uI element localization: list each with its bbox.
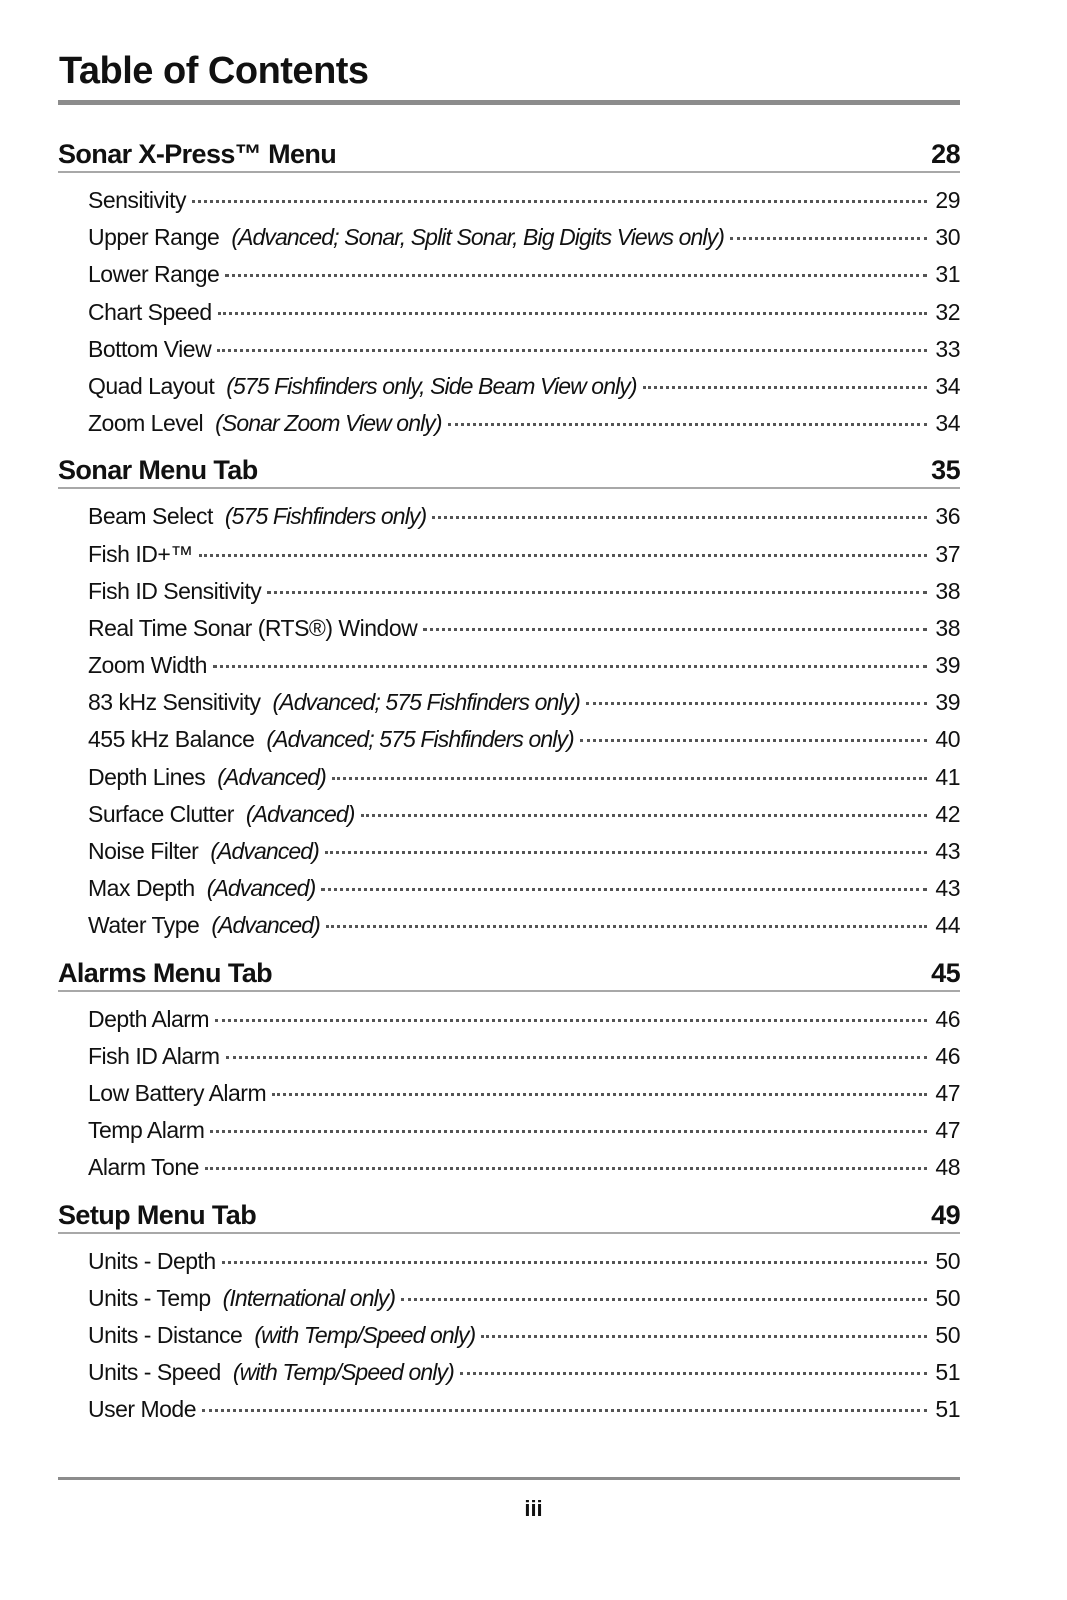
toc-entry[interactable] [88, 1075, 960, 1112]
entry-label: Zoom Width [88, 652, 207, 679]
dot-leader [643, 386, 928, 389]
dot-leader [215, 1019, 927, 1022]
entry-note: (Advanced) [217, 763, 326, 790]
entry-label: Depth Alarm [88, 1005, 210, 1032]
entry-label: Lower Range [88, 261, 220, 288]
toc-entry[interactable] [88, 721, 960, 758]
toc-entry[interactable] [88, 1354, 960, 1391]
dot-leader [267, 591, 927, 594]
toc-entry[interactable] [88, 368, 960, 405]
entry-label: Alarm Tone [88, 1154, 199, 1181]
title-divider [58, 100, 960, 105]
entry-page-number: 51 [935, 1396, 960, 1423]
entry-page-number: 30 [935, 224, 960, 251]
toc-entry[interactable] [88, 405, 960, 442]
toc-entry[interactable] [88, 498, 960, 535]
entry-note: (Sonar Zoom View only) [215, 410, 442, 437]
entry-note: (with Temp/Speed only) [232, 1359, 454, 1386]
entry-page-number: 43 [935, 875, 960, 902]
entry-note: (Advanced) [245, 800, 355, 827]
toc-entry[interactable] [88, 1243, 960, 1280]
entry-label: Quad Layout [88, 372, 215, 399]
section-page-number: 45 [931, 957, 960, 988]
entry-label: User Mode [88, 1396, 196, 1423]
entry-label: Beam Select [88, 503, 213, 530]
dot-leader [481, 1335, 927, 1338]
dot-leader [213, 665, 927, 668]
dot-leader [361, 814, 928, 817]
entry-note: (Advanced; 575 Fishfinders only) [266, 726, 574, 753]
toc-section [58, 453, 960, 944]
entry-note: (Advanced; Sonar, Split Sonar, Big Digits Views only) [231, 224, 724, 251]
entry-label: Fish ID+™ [88, 540, 193, 567]
dot-leader [401, 1298, 927, 1301]
section-page-number: 35 [931, 455, 960, 486]
toc-entry[interactable] [88, 182, 960, 219]
entry-label: Units - Speed [88, 1359, 221, 1386]
entry-page-number: 47 [935, 1117, 960, 1144]
entry-page-number: 40 [935, 726, 960, 753]
dot-leader [217, 349, 927, 352]
toc-entry[interactable] [88, 536, 960, 573]
entry-label: Units - Temp [88, 1284, 211, 1311]
toc-section [58, 956, 960, 1187]
dot-leader [580, 739, 928, 742]
entry-note: (Advanced) [210, 838, 319, 864]
toc-entry[interactable] [88, 1280, 960, 1317]
section-heading[interactable] [58, 137, 960, 173]
toc-entry[interactable] [88, 294, 960, 331]
entry-label: Water Type [88, 912, 200, 939]
toc-section [58, 1198, 960, 1429]
toc-entry[interactable] [88, 907, 960, 944]
entry-label: Surface Clutter [88, 800, 234, 827]
entry-label: 455 kHz Balance [88, 726, 255, 753]
entry-page-number: 46 [935, 1005, 960, 1032]
entry-label: Temp Alarm [88, 1117, 205, 1144]
entry-label: Fish ID Sensitivity [88, 577, 262, 604]
entry-list [58, 173, 960, 442]
dot-leader [205, 1167, 927, 1170]
entry-page-number: 41 [935, 763, 960, 790]
entry-list [58, 1234, 960, 1429]
toc-entry[interactable] [88, 796, 960, 833]
toc-section [58, 137, 960, 442]
toc-entry[interactable] [88, 647, 960, 684]
dot-leader [432, 516, 927, 519]
entry-list [58, 489, 960, 944]
entry-note: (Advanced) [211, 912, 320, 939]
entry-page-number: 36 [935, 503, 960, 530]
section-heading[interactable] [58, 956, 960, 992]
dot-leader [586, 702, 927, 705]
entry-page-number: 29 [935, 187, 960, 213]
dot-leader [202, 1409, 927, 1412]
dot-leader [199, 554, 928, 557]
section-heading[interactable] [58, 1198, 960, 1234]
entry-label: Units - Depth [88, 1247, 216, 1274]
section-heading[interactable] [58, 453, 960, 489]
entry-note: (575 Fishfinders only, Side Beam View only) [226, 372, 637, 399]
entry-label: Units - Distance [88, 1321, 243, 1348]
dot-leader [448, 423, 928, 426]
section-title: Alarms Menu Tab [58, 957, 273, 988]
entry-list [58, 992, 960, 1187]
entry-label: 83 kHz Sensitivity [88, 689, 261, 716]
entry-note: (International only) [222, 1284, 396, 1311]
entry-label: Depth Lines [88, 763, 206, 790]
dot-leader [730, 237, 927, 240]
entry-label: Sensitivity [88, 187, 187, 213]
entry-page-number: 32 [935, 298, 960, 325]
entry-label: Fish ID Alarm [88, 1042, 220, 1069]
entry-page-number: 38 [935, 614, 960, 641]
entry-page-number: 43 [935, 838, 960, 864]
entry-page-number: 47 [935, 1079, 960, 1106]
entry-page-number: 39 [935, 652, 960, 679]
entry-label: Max Depth [88, 875, 195, 902]
entry-page-number: 42 [935, 800, 960, 827]
toc-entry[interactable] [88, 684, 960, 721]
entry-page-number: 44 [935, 912, 960, 939]
entry-label: Bottom View [88, 335, 212, 362]
entry-label: Real Time Sonar (RTS®) Window [88, 614, 418, 641]
toc-entry[interactable] [88, 219, 960, 256]
entry-page-number: 33 [935, 335, 960, 362]
dot-leader [192, 200, 927, 203]
page-number: iii [524, 1496, 543, 1521]
entry-page-number: 34 [935, 372, 960, 399]
section-page-number: 49 [931, 1199, 960, 1230]
entry-note: (Advanced) [206, 875, 316, 902]
dot-leader [325, 851, 927, 854]
toc-entry[interactable] [88, 573, 960, 610]
dot-leader [218, 312, 928, 315]
entry-page-number: 50 [935, 1284, 960, 1311]
footer-divider [58, 1477, 960, 1480]
section-title: Setup Menu Tab [58, 1199, 257, 1230]
dot-leader [321, 888, 927, 891]
section-title: Sonar Menu Tab [58, 455, 258, 486]
dot-leader [225, 274, 927, 277]
entry-page-number: 38 [935, 577, 960, 604]
entry-page-number: 39 [935, 689, 960, 716]
entry-page-number: 37 [935, 540, 960, 567]
entry-label: Low Battery Alarm [88, 1079, 267, 1106]
dot-leader [423, 628, 927, 631]
dot-leader [460, 1372, 928, 1375]
toc-entry[interactable] [88, 1149, 960, 1186]
entry-page-number: 31 [935, 261, 960, 288]
toc-entry[interactable] [88, 759, 960, 796]
dot-leader [210, 1130, 927, 1133]
toc-entry[interactable] [88, 1317, 960, 1354]
entry-page-number: 48 [935, 1154, 960, 1181]
toc-entry[interactable] [88, 610, 960, 647]
entry-label: Noise Filter [88, 838, 199, 864]
toc-entry[interactable] [88, 870, 960, 907]
toc-entry[interactable] [88, 1391, 960, 1428]
entry-page-number: 50 [935, 1247, 960, 1274]
toc-entry[interactable] [88, 256, 960, 293]
dot-leader [272, 1093, 927, 1096]
section-page-number: 28 [931, 139, 960, 169]
entry-label: Upper Range [88, 224, 220, 251]
section-title: Sonar X-Press™ Menu [58, 139, 337, 169]
entry-label: Zoom Level [88, 410, 204, 437]
entry-page-number: 50 [935, 1321, 960, 1348]
toc-entry[interactable] [88, 1038, 960, 1075]
dot-leader [332, 777, 928, 780]
entry-note: (Advanced; 575 Fishfinders only) [272, 689, 580, 716]
entry-note: (575 Fishfinders only) [224, 503, 427, 530]
toc-entry[interactable] [88, 331, 960, 368]
toc-entry[interactable] [88, 1112, 960, 1149]
dot-leader [326, 925, 927, 928]
entry-page-number: 51 [935, 1359, 960, 1386]
dot-leader [222, 1261, 928, 1264]
dot-leader [226, 1056, 928, 1059]
entry-label: Chart Speed [88, 298, 212, 325]
page-title: Table of Contents [59, 50, 369, 92]
entry-page-number: 34 [935, 410, 960, 437]
table-of-contents [58, 137, 960, 1439]
entry-note: (with Temp/Speed only) [254, 1321, 476, 1348]
toc-entry[interactable] [88, 833, 960, 870]
entry-page-number: 46 [935, 1042, 960, 1069]
toc-entry[interactable] [88, 1001, 960, 1038]
